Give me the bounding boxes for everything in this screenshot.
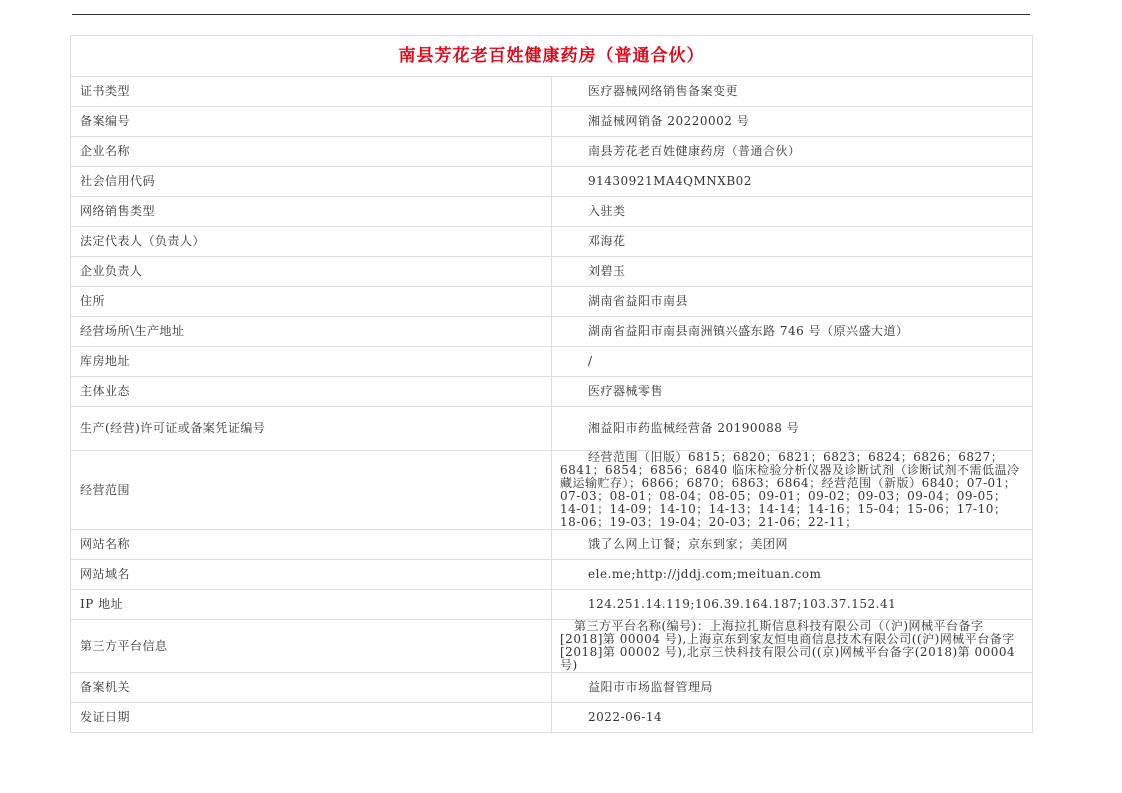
table-row bbox=[71, 347, 1033, 377]
table-row bbox=[71, 287, 1033, 317]
title-row bbox=[71, 36, 1033, 77]
field-value-license-number: 湘益阳市药监械经营备 20190088 号 bbox=[552, 407, 1033, 451]
field-value-record-authority: 益阳市市场监督管理局 bbox=[552, 673, 1033, 703]
field-value-residence: 湖南省益阳市南县 bbox=[552, 287, 1033, 317]
field-label-credit-code: 社会信用代码 bbox=[71, 167, 552, 197]
field-label-issue-date: 发证日期 bbox=[71, 703, 552, 733]
field-value-website-name: 饿了么网上订餐；京东到家；美团网 bbox=[552, 530, 1033, 560]
document-title: 南县芳花老百姓健康药房（普通合伙） bbox=[71, 36, 1033, 77]
field-label-business-format: 主体业态 bbox=[71, 377, 552, 407]
table-row bbox=[71, 77, 1033, 107]
field-label-residence: 住所 bbox=[71, 287, 552, 317]
table-row bbox=[71, 197, 1033, 227]
field-label-record-number: 备案编号 bbox=[71, 107, 552, 137]
table-row bbox=[71, 703, 1033, 733]
field-label-business-address: 经营场所\生产地址 bbox=[71, 317, 552, 347]
table-row bbox=[71, 167, 1033, 197]
field-label-company-name: 企业名称 bbox=[71, 137, 552, 167]
field-label-business-scope: 经营范围 bbox=[71, 451, 552, 530]
table-row bbox=[71, 317, 1033, 347]
field-label-legal-representative: 法定代表人（负责人） bbox=[71, 227, 552, 257]
table-row bbox=[71, 590, 1033, 620]
field-value-online-sales-type: 入驻类 bbox=[552, 197, 1033, 227]
field-label-online-sales-type: 网络销售类型 bbox=[71, 197, 552, 227]
field-value-company-head: 刘碧玉 bbox=[552, 257, 1033, 287]
field-value-credit-code: 91430921MA4QMNXB02 bbox=[552, 167, 1033, 197]
field-label-website-domain: 网站域名 bbox=[71, 560, 552, 590]
field-label-license-number: 生产(经营)许可证或备案凭证编号 bbox=[71, 407, 552, 451]
table-row bbox=[71, 560, 1033, 590]
field-label-ip-address: IP 地址 bbox=[71, 590, 552, 620]
table-row bbox=[71, 407, 1033, 451]
field-value-website-domain: ele.me;http://jddj.com;meituan.com bbox=[552, 560, 1033, 590]
field-value-record-number: 湘益械网销备 20220002 号 bbox=[552, 107, 1033, 137]
field-label-certificate-type: 证书类型 bbox=[71, 77, 552, 107]
field-value-issue-date: 2022-06-14 bbox=[552, 703, 1033, 733]
field-value-certificate-type: 医疗器械网络销售备案变更 bbox=[552, 77, 1033, 107]
field-value-ip-address: 124.251.14.119;106.39.164.187;103.37.152.41 bbox=[552, 590, 1033, 620]
field-value-business-address: 湖南省益阳市南县南洲镇兴盛东路 746 号（原兴盛大道） bbox=[552, 317, 1033, 347]
field-label-third-party-platform: 第三方平台信息 bbox=[71, 620, 552, 673]
table-row bbox=[71, 451, 1033, 530]
table-row bbox=[71, 257, 1033, 287]
table-row bbox=[71, 673, 1033, 703]
table-row bbox=[71, 530, 1033, 560]
table-row bbox=[71, 107, 1033, 137]
table-row bbox=[71, 620, 1033, 673]
field-value-warehouse-address: / bbox=[552, 347, 1033, 377]
field-value-business-scope: 经营范围（旧版）6815；6820；6821；6823；6824；6826；6827；6841；6854；6856；6840 临床检验分析仪器及诊断试剂（诊断试剂不需低温冷藏运输贮存）；6866；6870；6863；6864；经营范围（新版）6840；07-01；07-03；08-01；08-04；08-05；09-01；09-02；09-03；09-04；09-05；14-01；14-09；14-10；14-13；14-14；14-16；15-04；15-06；17-10；18-06；19-03；19-04；20-03；21-06；22-11； bbox=[552, 451, 1033, 530]
field-label-company-head: 企业负责人 bbox=[71, 257, 552, 287]
table-row bbox=[71, 377, 1033, 407]
field-label-website-name: 网站名称 bbox=[71, 530, 552, 560]
table-row bbox=[71, 227, 1033, 257]
field-label-record-authority: 备案机关 bbox=[71, 673, 552, 703]
record-table bbox=[70, 35, 1033, 733]
field-value-company-name: 南县芳花老百姓健康药房（普通合伙） bbox=[552, 137, 1033, 167]
table-row bbox=[71, 137, 1033, 167]
field-value-business-format: 医疗器械零售 bbox=[552, 377, 1033, 407]
field-value-legal-representative: 邓海花 bbox=[552, 227, 1033, 257]
field-label-warehouse-address: 库房地址 bbox=[71, 347, 552, 377]
top-rule bbox=[72, 14, 1030, 15]
field-value-third-party-platform: 第三方平台名称(编号)：上海拉扎斯信息科技有限公司（（沪)网械平台备字[2018]第 00004 号),上海京东到家友恒电商信息技术有限公司((沪)网械平台备字[2018]第 00002 号),北京三快科技有限公司((京)网械平台备字(2018)第 00004 号) bbox=[552, 620, 1033, 673]
